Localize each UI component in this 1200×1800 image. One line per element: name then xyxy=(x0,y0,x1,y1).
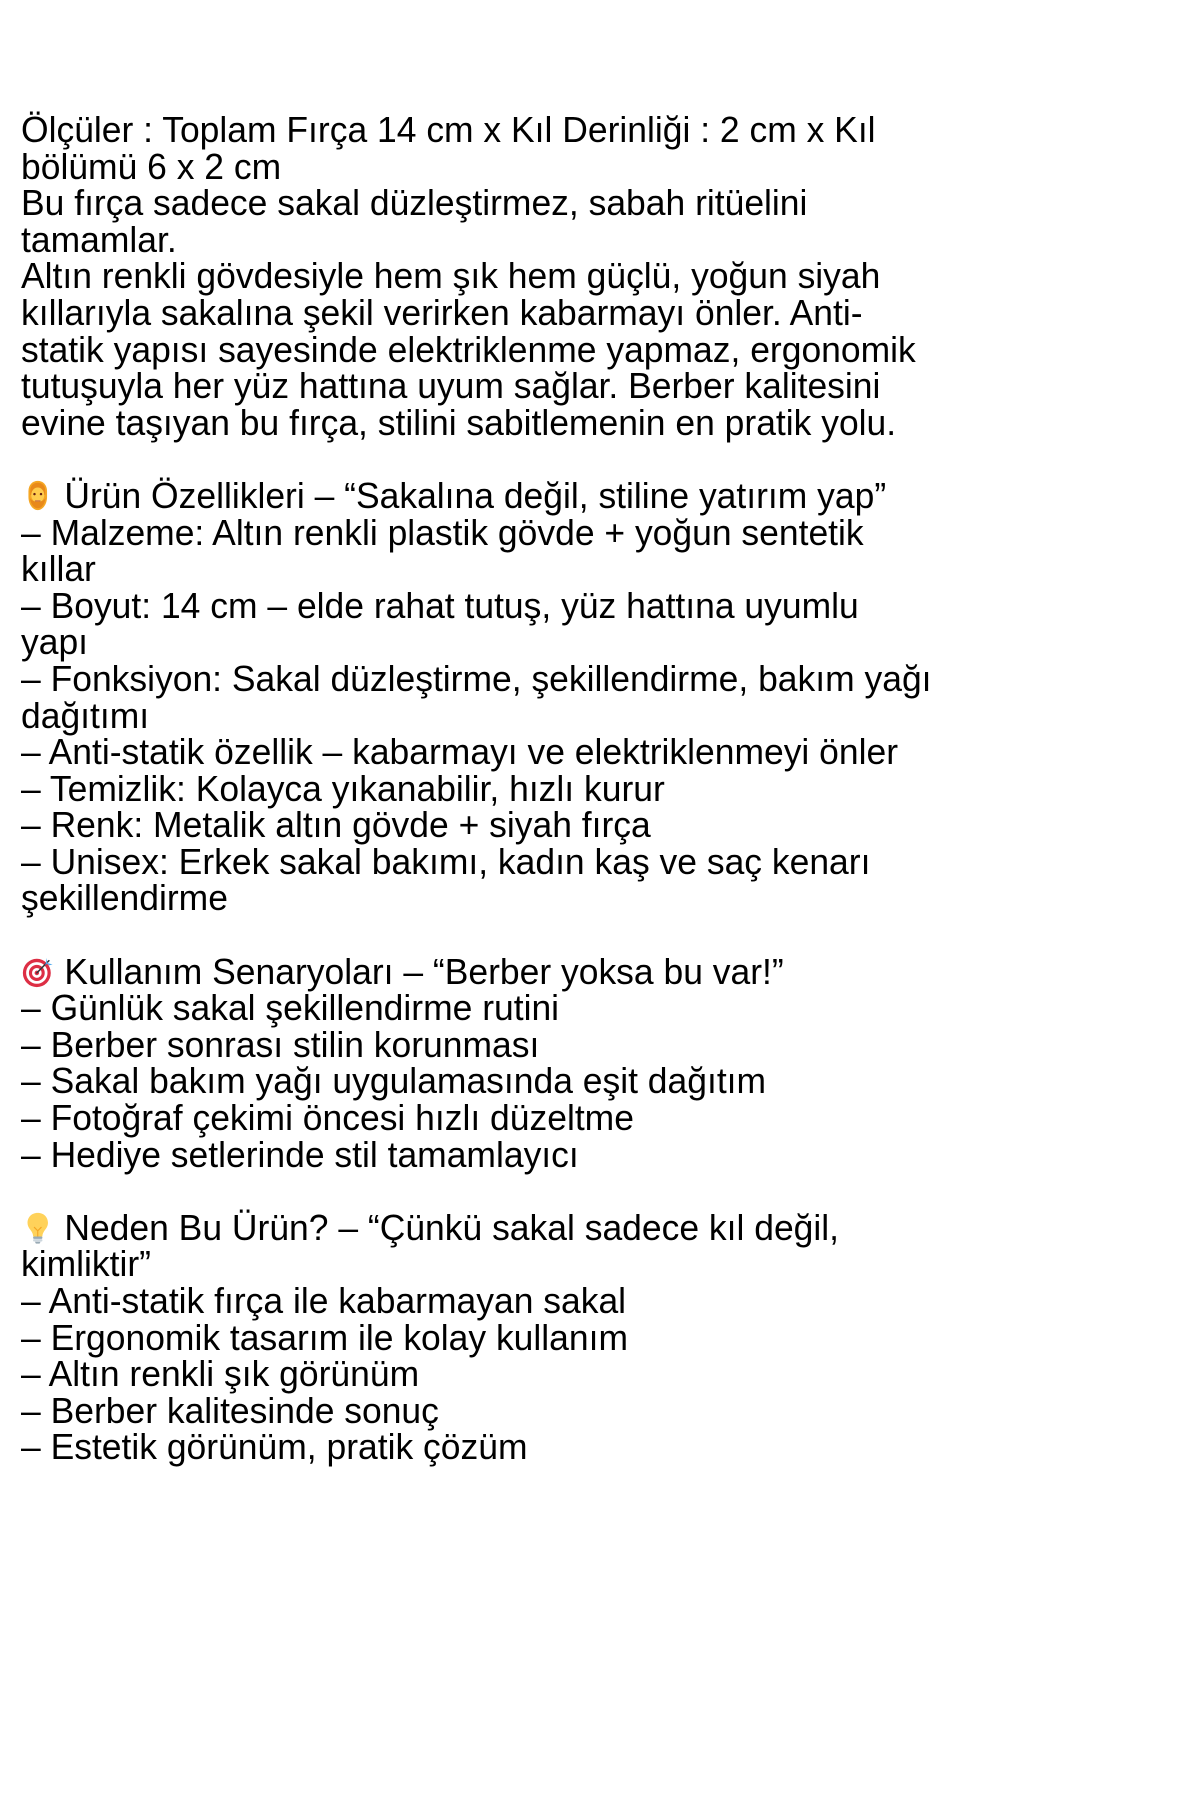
section-heading-text: Neden Bu Ürün? – “Çünkü sakal sadece kıl değil, xyxy=(64,1206,839,1248)
section-heading-text: Ürün Özellikleri – “Sakalına değil, stiline yatırım yap” xyxy=(64,474,887,516)
intro-line: statik yapısı sayesinde elektriklenme yapmaz, ergonomik xyxy=(21,328,916,370)
feature-item: yapı xyxy=(21,621,89,663)
section-why-this-product xyxy=(21,1206,1191,1468)
scenario-item: – Berber sonrası stilin korunması xyxy=(21,1023,540,1065)
intro-line: tutuşuyla her yüz hattına uyum sağlar. Berber kalitesini xyxy=(21,365,881,407)
blank-line xyxy=(21,1173,1191,1210)
reason-item: – Ergonomik tasarım ile kolay kullanım xyxy=(21,1316,629,1358)
feature-item: dağıtımı xyxy=(21,694,150,736)
feature-item: – Unisex: Erkek sakal bakımı, kadın kaş ve saç kenarı xyxy=(21,840,871,882)
direct-hit-target-icon xyxy=(21,955,54,989)
scenario-item: – Hediye setlerinde stil tamamlayıcı xyxy=(21,1133,579,1175)
section-heading xyxy=(21,1206,1173,1248)
intro-line: tamamlar. xyxy=(21,218,177,260)
feature-item: – Renk: Metalik altın gövde + siyah fırça xyxy=(21,804,651,846)
intro-line: Altın renkli gövdesiyle hem şık hem güçlü, yoğun siyah xyxy=(21,255,881,297)
intro-line: bölümü 6 x 2 cm xyxy=(21,145,282,187)
feature-item: – Temizlik: Kolayca yıkanabilir, hızlı kurur xyxy=(21,767,665,809)
section-heading xyxy=(21,950,1173,992)
intro-line: Ölçüler : Toplam Fırça 14 cm x Kıl Derinliği : 2 cm x Kıl xyxy=(21,109,876,150)
product-description xyxy=(21,109,1191,1468)
section-heading xyxy=(21,474,1173,516)
blank-line xyxy=(21,917,1191,954)
feature-item: kıllar xyxy=(21,548,96,590)
intro-line: Bu fırça sadece sakal düzleştirmez, sabah ritüelini xyxy=(21,182,808,224)
feature-item: – Malzeme: Altın renkli plastik gövde + yoğun sentetik xyxy=(21,511,864,553)
intro-line: kıllarıyla sakalına şekil verirken kabarmayı önler. Anti- xyxy=(21,291,863,333)
reason-item: – Estetik görünüm, pratik çözüm xyxy=(21,1426,528,1468)
section-heading-text: Kullanım Senaryoları – “Berber yoksa bu var!” xyxy=(64,950,784,992)
scenario-item: – Günlük sakal şekillendirme rutini xyxy=(21,987,560,1029)
reason-item: – Anti-statik fırça ile kabarmayan sakal xyxy=(21,1280,627,1321)
intro-line: evine taşıyan bu fırça, stilini sabitlemenin en pratik yolu. xyxy=(21,401,897,443)
section-usage-scenarios xyxy=(21,950,1191,1175)
section-product-features xyxy=(21,474,1191,919)
reason-item: – Altın renkli şık görünüm xyxy=(21,1353,420,1395)
scenario-item: – Fotoğraf çekimi öncesi hızlı düzeltme xyxy=(21,1097,634,1139)
intro-paragraph xyxy=(21,109,1191,443)
bearded-person-icon xyxy=(21,479,54,513)
section-heading-continuation: kimliktir” xyxy=(21,1243,151,1285)
scenario-item: – Sakal bakım yağı uygulamasında eşit dağıtım xyxy=(21,1060,767,1102)
feature-item: – Fonksiyon: Sakal düzleştirme, şekillendirme, bakım yağı xyxy=(21,657,932,699)
feature-item: – Anti-statik özellik – kabarmayı ve elektriklenmeyi önler xyxy=(21,731,899,773)
reason-item: – Berber kalitesinde sonuç xyxy=(21,1389,439,1431)
light-bulb-icon xyxy=(21,1211,54,1245)
feature-item: şekillendirme xyxy=(21,877,228,919)
feature-item: – Boyut: 14 cm – elde rahat tutuş, yüz hattına uyumlu xyxy=(21,584,859,626)
blank-line xyxy=(21,441,1191,478)
